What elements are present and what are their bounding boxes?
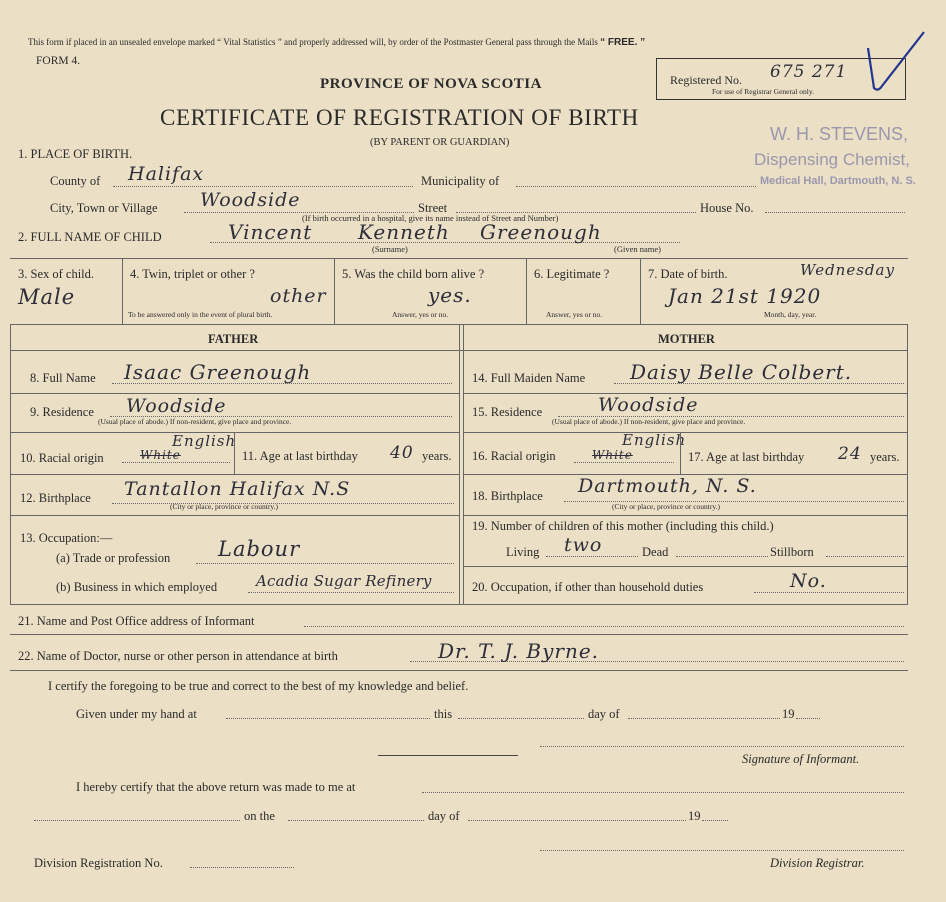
division-registration-line — [190, 867, 294, 868]
this-label: this — [434, 707, 453, 721]
child-middle-name: Kenneth — [358, 220, 450, 244]
hospital-note: (If birth occurred in a hospital, give its name instead of Street and Number) — [302, 213, 559, 223]
row3-divider-2 — [334, 258, 335, 324]
child-name-label: 2. FULL NAME OF CHILD — [18, 230, 162, 244]
house-no-label: House No. — [700, 201, 754, 215]
father-rule-3 — [10, 474, 460, 475]
mother-birthplace-note: (City or place, province or country.) — [612, 502, 721, 511]
living-line — [546, 556, 638, 557]
father-racial-line — [122, 462, 230, 463]
business-line — [248, 592, 454, 593]
father-heading: FATHER — [208, 332, 259, 346]
registered-note: For use of Registrar General only. — [712, 87, 814, 96]
parents-left-border — [10, 324, 11, 604]
page-subtitle: (BY PARENT OR GUARDIAN) — [370, 137, 510, 148]
father-rule-1 — [10, 393, 460, 394]
father-residence-note: (Usual place of abode.) If non-resident, give place and province. — [98, 417, 292, 426]
year-line — [796, 718, 820, 719]
date-note: Month, day, year. — [764, 310, 817, 319]
surname-caption: (Surname) — [372, 244, 408, 254]
registrar-signature-line — [540, 850, 904, 851]
father-racial-label: 10. Racial origin — [20, 451, 104, 465]
father-name-value: Isaac Greenough — [124, 360, 312, 384]
mother-years: years. — [870, 450, 900, 464]
given-name-caption: (Given name) — [614, 244, 661, 254]
mother-birthplace-label: 18. Birthplace — [472, 489, 543, 503]
birth-date: Jan 21st 1920 — [668, 284, 822, 308]
year-label-2: 19 — [688, 809, 701, 823]
informant-signature-line — [540, 746, 904, 747]
mother-rule-5 — [464, 566, 908, 567]
year-line-2 — [702, 820, 728, 821]
form-number: FORM 4. — [36, 55, 81, 67]
municipality-label: Municipality of — [421, 174, 500, 188]
registered-number: 675 271 — [770, 62, 848, 82]
stillborn-label: Stillborn — [770, 545, 814, 559]
child-first-name: Vincent — [228, 220, 313, 244]
informant-label: 21. Name and Post Office address of Informant — [18, 614, 255, 628]
postal-notice — [28, 38, 645, 48]
stamp-line-1: W. H. STEVENS, — [770, 124, 909, 144]
trade-value: Labour — [218, 537, 301, 561]
mother-racial-label: 16. Racial origin — [472, 449, 556, 463]
father-rule-4 — [10, 515, 460, 516]
on-the-prefix-line — [34, 820, 240, 821]
municipality-line — [516, 186, 756, 187]
informant-rule — [10, 634, 908, 635]
mother-racial-struck: White — [592, 448, 633, 462]
province-heading: PROVINCE OF NOVA SCOTIA — [320, 76, 542, 92]
mother-birthplace-value: Dartmouth, N. S. — [578, 475, 757, 497]
row3-divider-1 — [122, 258, 123, 324]
stamp-line-3: Medical Hall, Dartmouth, N. S. — [760, 175, 916, 187]
trade-line — [196, 563, 454, 564]
year-label: 19 — [782, 707, 795, 721]
registered-label: Registered No. — [670, 73, 742, 87]
parents-bottom-rule — [10, 604, 908, 605]
dead-label: Dead — [642, 545, 669, 559]
parents-right-border — [907, 324, 908, 604]
business-value: Acadia Sugar Refinery — [256, 572, 432, 590]
mother-racial-line — [574, 462, 674, 463]
father-racial-value: English — [172, 432, 237, 450]
row3-divider-3 — [526, 258, 527, 324]
children-label: 19. Number of children of this mother (including this child.) — [472, 519, 774, 533]
row3-divider-4 — [640, 258, 641, 324]
parents-center-divider-a — [459, 324, 460, 604]
mother-occupation-line — [754, 592, 904, 593]
birth-weekday: Wednesday — [800, 261, 895, 279]
mother-age-value: 24 — [838, 444, 862, 464]
twin-label: 4. Twin, triplet or other ? — [130, 267, 255, 281]
certify-statement: I certify the foregoing to be true and correct to the best of my knowledge and belief. — [48, 679, 469, 693]
street-label: Street — [418, 201, 448, 215]
day-of-label-2: day of — [428, 809, 460, 823]
stamp-line-2: Dispensing Chemist, — [754, 150, 910, 169]
child-surname: Greenough — [480, 220, 602, 244]
mother-name-value: Daisy Belle Colbert. — [630, 360, 853, 384]
sex-value: Male — [18, 285, 76, 309]
day-of-line — [628, 718, 780, 719]
return-made-line — [422, 792, 904, 793]
stillborn-line — [826, 556, 904, 557]
father-birthplace-value: Tantallon Halifax N.S — [124, 478, 351, 500]
dead-line — [676, 556, 768, 557]
division-registrar-caption: Division Registrar. — [770, 856, 865, 870]
page-title: CERTIFICATE OF REGISTRATION OF BIRTH — [160, 105, 639, 130]
trade-label: (a) Trade or profession — [56, 551, 171, 565]
informant-line — [304, 626, 904, 627]
mother-racial-value: English — [622, 431, 687, 449]
father-years: years. — [422, 449, 452, 463]
legitimate-note: Answer, yes or no. — [546, 310, 603, 319]
day-of-label: day of — [588, 707, 620, 721]
mother-age-label: 17. Age at last birthday — [688, 450, 805, 464]
certify-return-label: I hereby certify that the above return was made to me at — [76, 780, 356, 794]
sex-label: 3. Sex of child. — [18, 267, 95, 281]
mother-age-divider — [680, 432, 681, 474]
business-label: (b) Business in which employed — [56, 580, 218, 594]
division-registration-label: Division Registration No. — [34, 856, 163, 870]
father-birthplace-label: 12. Birthplace — [20, 491, 91, 505]
father-residence-label: 9. Residence — [30, 405, 94, 419]
given-at-line — [226, 718, 430, 719]
alive-value: yes. — [428, 283, 472, 307]
this-line — [458, 718, 584, 719]
mother-occupation-label: 20. Occupation, if other than household duties — [472, 580, 704, 594]
on-the-label: on the — [244, 809, 275, 823]
short-rule — [378, 755, 518, 756]
legitimate-label: 6. Legitimate ? — [534, 267, 610, 281]
father-birthplace-note: (City or place, province or country.) — [170, 502, 279, 511]
doctor-label: 22. Name of Doctor, nurse or other person in attendance at birth — [18, 649, 338, 663]
place-of-birth-label: 1. PLACE OF BIRTH. — [18, 147, 133, 161]
county-label: County of — [50, 174, 101, 188]
mother-rule-4 — [464, 515, 908, 516]
father-racial-struck: White — [140, 448, 181, 462]
father-age-label: 11. Age at last birthday — [242, 449, 358, 463]
mother-occupation-value: No. — [790, 570, 827, 592]
living-label: Living — [506, 545, 540, 559]
house-no-line — [765, 212, 905, 213]
given-under-hand-label: Given under my hand at — [76, 707, 197, 721]
postal-notice-text: This form if placed in an unsealed envelope marked “ Vital Statistics ” and properly addressed will, by order of the Postmaster General pass through the Mails — [28, 37, 598, 47]
row3-top-rule — [10, 258, 908, 259]
twin-value: other — [270, 285, 327, 307]
doctor-value: Dr. T. J. Byrne. — [438, 639, 600, 663]
mother-heading: MOTHER — [658, 332, 715, 346]
free-notice: “ FREE. ” — [600, 37, 646, 48]
county-line — [113, 186, 413, 187]
twin-note: To be answered only in the event of plural birth. — [128, 310, 273, 319]
doctor-rule — [10, 670, 908, 671]
signature-informant-caption: Signature of Informant. — [742, 752, 860, 766]
day-of-line-2 — [468, 820, 686, 821]
father-age-value: 40 — [390, 443, 414, 463]
father-residence-value: Woodside — [126, 395, 227, 417]
city-value: Woodside — [200, 189, 301, 211]
on-the-line — [288, 820, 424, 821]
mother-residence-note: (Usual place of abode.) If non-resident, give place and province. — [552, 417, 746, 426]
mother-name-label: 14. Full Maiden Name — [472, 371, 586, 385]
alive-label: 5. Was the child born alive ? — [342, 267, 485, 281]
check-mark-icon — [864, 28, 934, 98]
heading-rule — [10, 350, 908, 351]
mother-residence-label: 15. Residence — [472, 405, 543, 419]
alive-note: Answer, yes or no. — [392, 310, 449, 319]
living-value: two — [564, 534, 603, 556]
parents-center-divider-b — [463, 324, 464, 604]
county-value: Halifax — [128, 163, 205, 185]
occupation-label: 13. Occupation:— — [20, 531, 113, 545]
father-age-divider — [234, 432, 235, 474]
mother-residence-value: Woodside — [598, 394, 699, 416]
father-name-label: 8. Full Name — [30, 371, 96, 385]
city-label: City, Town or Village — [50, 201, 158, 215]
father-birthplace-line — [112, 503, 454, 504]
date-label: 7. Date of birth. — [648, 267, 728, 281]
